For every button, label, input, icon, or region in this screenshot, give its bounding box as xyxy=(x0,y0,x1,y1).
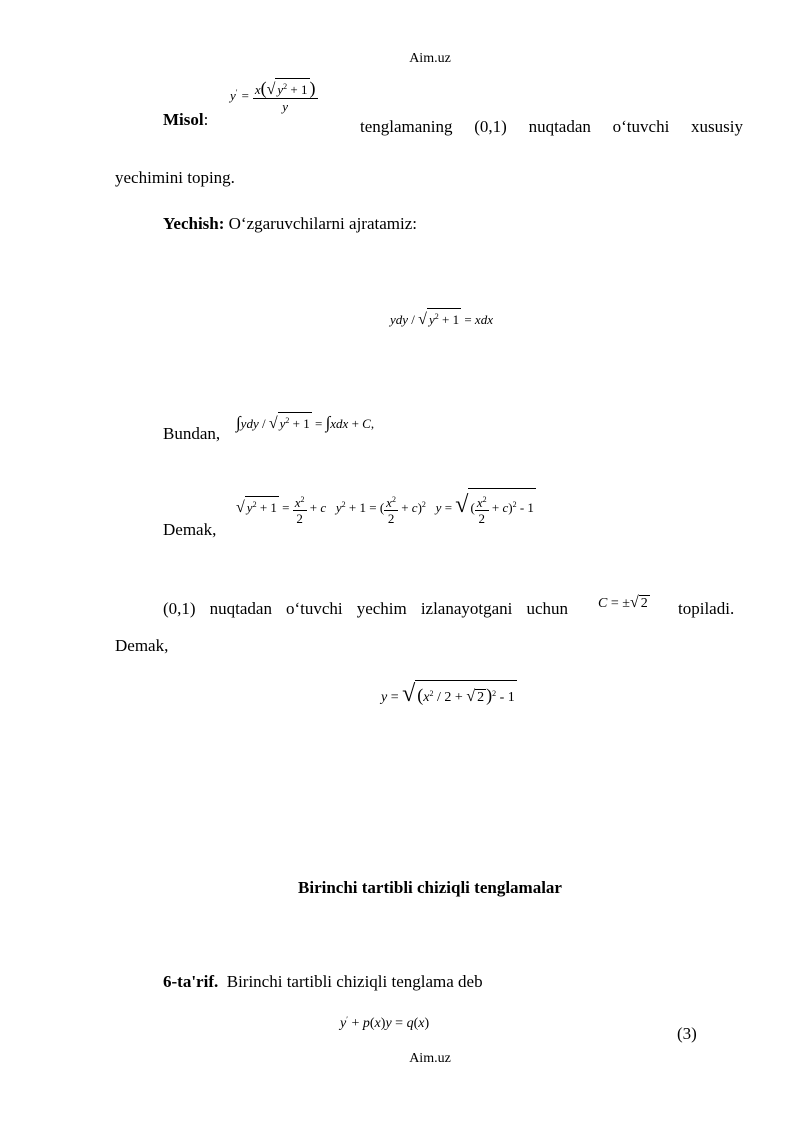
condition-line2: Demak, xyxy=(115,636,169,655)
example-equation: y′ = $\frac{x(√ y^2 + 1 )}{y}$ xyxy=(230,78,316,114)
equation-number: (3) xyxy=(677,1024,697,1043)
separated-equation: ydy / √ $y^2 + 1$ = xdx xyxy=(390,308,493,329)
solution-text: O‘zgaruvchilarni ajratamiz: xyxy=(224,214,417,233)
section-title: Birinchi tartibli chiziqli tenglamalar xyxy=(298,878,562,897)
constant-value: C = ±√ 2 xyxy=(598,594,648,611)
condition-after: topiladi. xyxy=(678,599,735,618)
example-text-line2: yechimini toping. xyxy=(115,168,235,187)
example-colon: : xyxy=(203,110,209,129)
example-label: Misol xyxy=(163,110,204,129)
example-label-line xyxy=(163,110,208,130)
page-footer: Aim.uz xyxy=(409,1051,451,1066)
definition-line xyxy=(163,972,483,992)
linear-equation: y′ + p(x)y = q(x) xyxy=(340,1015,430,1031)
solution-label: Yechish: xyxy=(163,214,225,233)
definition-label: 6-ta'rif. xyxy=(163,972,219,991)
demak-label: Demak, xyxy=(163,520,217,539)
bundan-label: Bundan, xyxy=(163,424,221,443)
example-text: tenglamaning (0,1) nuqtadan o‘tuvchi xususiy xyxy=(360,117,743,136)
solution-line xyxy=(163,214,417,234)
condition-text: (0,1) nuqtadan o‘tuvchi yechim izlanayotgani uchun xyxy=(163,599,568,618)
definition-text: Birinchi tartibli chiziqli tenglama deb xyxy=(218,972,483,991)
final-solution: y = √ ($x^2 / 2$ + √ 2 )$^2$ - 1 xyxy=(381,680,517,711)
demak-equations: √ $y^2 + 1$ = $\frac{x^2}{2}$ + c $y^2 + 1$ = ( $\frac{x^2}{2}$ + c)$^2$ y = √ ( $\frac{x^2}{2}$ + c)$^2$ - 1 xyxy=(236,488,536,526)
page-header: Aim.uz xyxy=(409,51,451,66)
integral-equation: ∫ydy / √ $y^2 + 1 = \int xdx + C$, xyxy=(236,413,375,432)
